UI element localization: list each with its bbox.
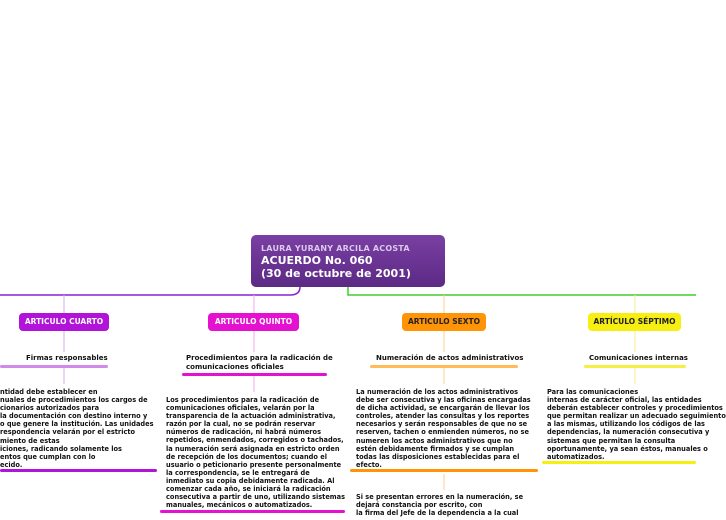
text-line: La numeración de los actos administrativos	[356, 388, 519, 396]
text-line: respondencia velarán por el estricto	[0, 428, 136, 437]
text-line: Si se presentan errores en la numeración, se	[356, 493, 524, 501]
text-line: automatizados.	[547, 452, 605, 461]
text-line: comenzar cada año, se iniciará la radicación	[166, 485, 331, 494]
text-line: Los procedimientos para la radicación de	[166, 396, 320, 404]
text-line: todas las disposiciones establecidas para el	[356, 452, 520, 461]
text-line: iciones, radicando solamente los	[0, 444, 122, 453]
text-line: transparencia de la actuación administrativa,	[166, 412, 336, 421]
article-cuarto-node[interactable]	[19, 313, 109, 331]
text-line: Procedimientos para la radicación de	[186, 354, 333, 362]
article-sexto-sub[interactable]: Numeración de actos administrativos	[376, 354, 524, 362]
article-septimo-body-underline	[542, 461, 696, 464]
text-line: usuario o peticionario presente personalmente	[166, 460, 342, 469]
connector-central-left	[0, 287, 300, 295]
text-line: Para las comunicaciones	[547, 388, 639, 396]
text-line: de recepción de los documentos; cuando el	[166, 452, 327, 461]
article-cuarto-body-underline	[0, 469, 157, 472]
text-line: efecto.	[356, 460, 382, 469]
text-line: repetidos, enmendados, corregidos o tachados,	[166, 436, 344, 445]
text-line: la documentación con destino interno y	[0, 412, 148, 421]
article-sexto-label: ARTICULO SEXTO	[407, 317, 481, 326]
article-sexto-sub-underline	[370, 365, 518, 368]
article-cuarto-sub[interactable]: Firmas responsables	[26, 354, 108, 362]
article-cuarto-sub-underline	[0, 365, 108, 368]
article-sexto-node[interactable]	[402, 313, 486, 331]
text-line: entos que cumplan con lo	[0, 452, 96, 461]
central-subtitle: LAURA YURANY ARCILA ACOSTA	[261, 244, 410, 253]
article-quinto-body[interactable]	[166, 396, 345, 509]
text-line: internas de carácter oficial, las entidades	[547, 396, 702, 405]
article-quinto-sub[interactable]	[186, 354, 333, 372]
article-quinto-node[interactable]	[208, 313, 299, 331]
text-line: que permitan realizar un adecuado seguimiento	[547, 412, 726, 421]
article-sexto-body-underline	[350, 469, 538, 472]
text-line: deberán establecer controles y procedimientos	[547, 404, 723, 413]
article-quinto-body-underline	[160, 510, 345, 513]
text-line: ecido.	[0, 460, 23, 469]
text-line: la correspondencia, se le entregará de	[166, 468, 310, 477]
text-line: miento de estas	[0, 436, 60, 445]
text-line: a las mismas, utilizando los códigos de las	[547, 420, 705, 429]
text-line: números de radicación, ni habrá números	[166, 428, 322, 437]
article-sexto-body[interactable]	[356, 388, 531, 469]
text-line: dependencias, la numeración consecutiva y	[547, 428, 710, 437]
text-line: la numeración será asignada en estricto orden	[166, 444, 340, 453]
article-septimo-sub[interactable]: Comunicaciones internas	[589, 354, 688, 362]
text-line: necesarios y serán responsables de que no se	[356, 420, 528, 429]
text-line: la firma del Jefe de la dependencia a la cual	[356, 509, 519, 518]
connector-central-right	[348, 287, 696, 295]
text-line: oportunamente, ya sean éstos, manuales o	[547, 444, 708, 453]
text-line: controles, atender las consultas y los reportes	[356, 412, 530, 421]
article-quinto-sub-underline	[182, 373, 327, 376]
article-cuarto-label: ARTICULO CUARTO	[24, 317, 104, 326]
text-line: comunicaciones oficiales, velarán por la	[166, 404, 315, 413]
text-line: ntidad debe establecer en	[0, 388, 98, 396]
central-title-line2: (30 de octubre de 2001)	[261, 267, 411, 280]
text-line: cionarios autorizados para	[0, 404, 100, 413]
text-line: o que genere la institución. Las unidades	[0, 420, 154, 429]
text-line: sistemas que permitan la consulta	[547, 436, 676, 445]
text-line: nuales de procedimientos los cargos de	[0, 396, 148, 405]
text-line: de dicha actividad, se encargarán de llevar los	[356, 404, 530, 413]
article-cuarto-body[interactable]	[0, 388, 154, 469]
text-line: consecutiva a partir de uno, utilizando sistemas	[166, 493, 346, 502]
article-septimo-body[interactable]	[547, 388, 726, 461]
article-quinto-label: ARTICULO QUINTO	[214, 317, 293, 326]
text-line: comunicaciones oficiales	[186, 363, 284, 371]
article-septimo-label: ARTÍCULO SÉPTIMO	[593, 317, 676, 326]
central-topic[interactable]	[251, 235, 445, 287]
text-line: estén debidamente firmados y se cumplan	[356, 444, 515, 453]
text-line: dejará constancia por escrito, con	[356, 501, 483, 510]
article-septimo-sub-underline	[584, 365, 686, 368]
text-line: numeren los actos administrativos que no	[356, 436, 513, 445]
article-sexto-body-2[interactable]	[356, 493, 523, 517]
article-septimo-node[interactable]	[588, 313, 681, 331]
text-line: debe ser consecutiva y las oficinas encargadas	[356, 396, 531, 405]
text-line: inmediato su copia debidamente radicada. Al	[166, 476, 335, 485]
text-line: manuales, mecánicos o automatizados.	[166, 501, 313, 510]
central-title-line1: ACUERDO No. 060	[261, 254, 373, 267]
text-line: reserven, tachen o enmienden números, no se	[356, 428, 529, 437]
text-line: razón por la cual, no se podrán reservar	[166, 420, 316, 429]
